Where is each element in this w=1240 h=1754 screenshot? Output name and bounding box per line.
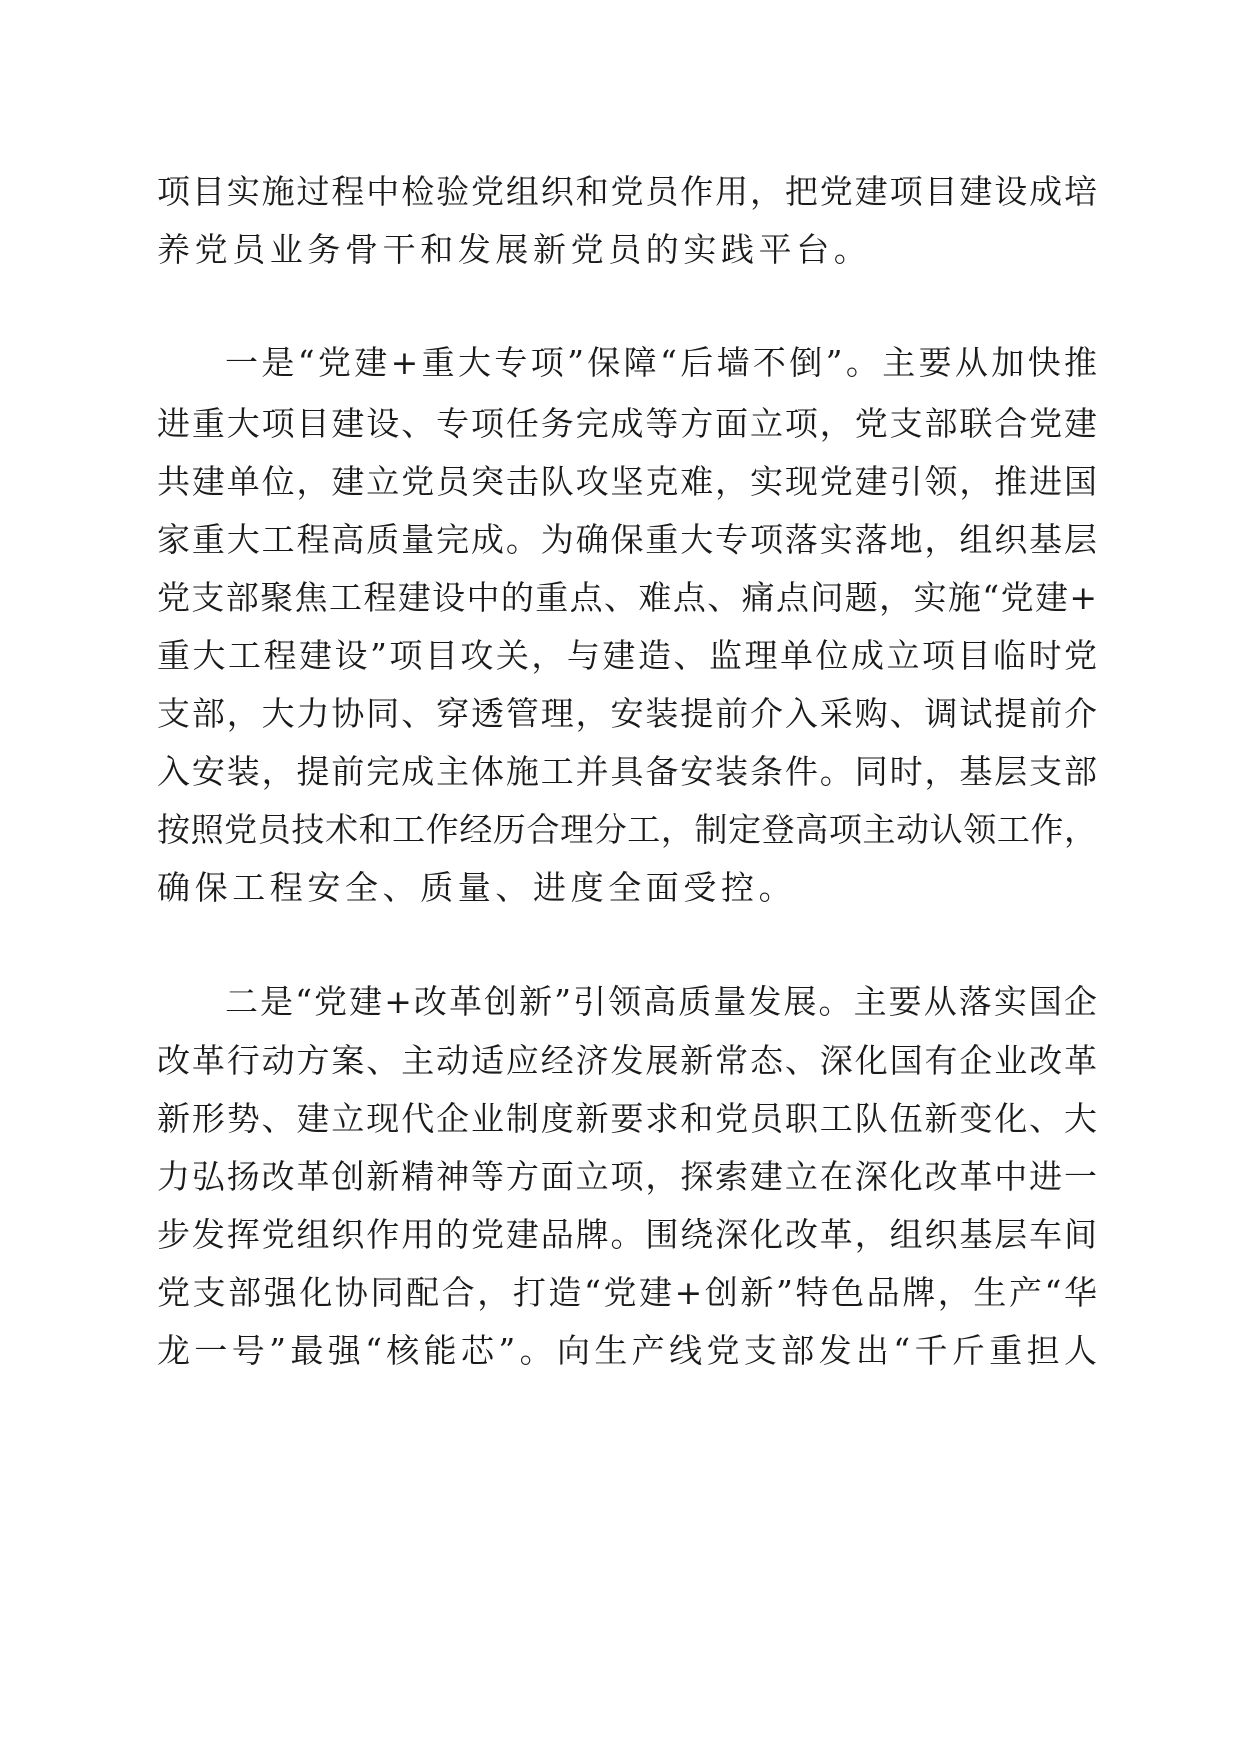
text-line: 支部，大力协同、穿透管理，安装提前介入采购、调试提前介 bbox=[157, 694, 1097, 733]
text-line: 养党员业务骨干和发展新党员的实践平台。 bbox=[157, 230, 872, 269]
text-line: 确保工程安全、质量、进度全面受控。 bbox=[157, 868, 797, 907]
text-line: 力弘扬改革创新精神等方面立项，探索建立在深化改革中进一 bbox=[157, 1157, 1097, 1196]
text-line: 共建单位，建立党员突击队攻坚克难，实现党建引领，推进国 bbox=[157, 462, 1097, 501]
text-line: 党支部聚焦工程建设中的重点、难点、痛点问题，实施“党建+ bbox=[157, 578, 1097, 617]
text-line: 新形势、建立现代企业制度新要求和党员职工队伍新变化、大 bbox=[157, 1099, 1097, 1138]
text-line: 按照党员技术和工作经历合理分工，制定登高项主动认领工作， bbox=[157, 810, 1097, 849]
text-line: 进重大项目建设、专项任务完成等方面立项，党支部联合党建 bbox=[157, 404, 1097, 443]
text-line: 一是“党建+重大专项”保障“后墙不倒”。主要从加快推 bbox=[225, 343, 1097, 382]
text-line: 入安装，提前完成主体施工并具备安装条件。同时，基层支部 bbox=[157, 752, 1097, 791]
text-line: 二是“党建+改革创新”引领高质量发展。主要从落实国企 bbox=[225, 982, 1097, 1021]
text-line: 改革行动方案、主动适应经济发展新常态、深化国有企业改革 bbox=[157, 1041, 1097, 1080]
text-line: 项目实施过程中检验党组织和党员作用，把党建项目建设成培 bbox=[157, 172, 1097, 211]
text-line: 党支部强化协同配合，打造“党建+创新”特色品牌，生产“华 bbox=[157, 1273, 1097, 1312]
text-line: 龙一号”最强“核能芯”。向生产线党支部发出“千斤重担人 bbox=[157, 1331, 1097, 1370]
text-line: 家重大工程高质量完成。为确保重大专项落实落地，组织基层 bbox=[157, 520, 1097, 559]
text-line: 步发挥党组织作用的党建品牌。围绕深化改革，组织基层车间 bbox=[157, 1215, 1097, 1254]
text-line: 重大工程建设”项目攻关，与建造、监理单位成立项目临时党 bbox=[157, 636, 1097, 675]
